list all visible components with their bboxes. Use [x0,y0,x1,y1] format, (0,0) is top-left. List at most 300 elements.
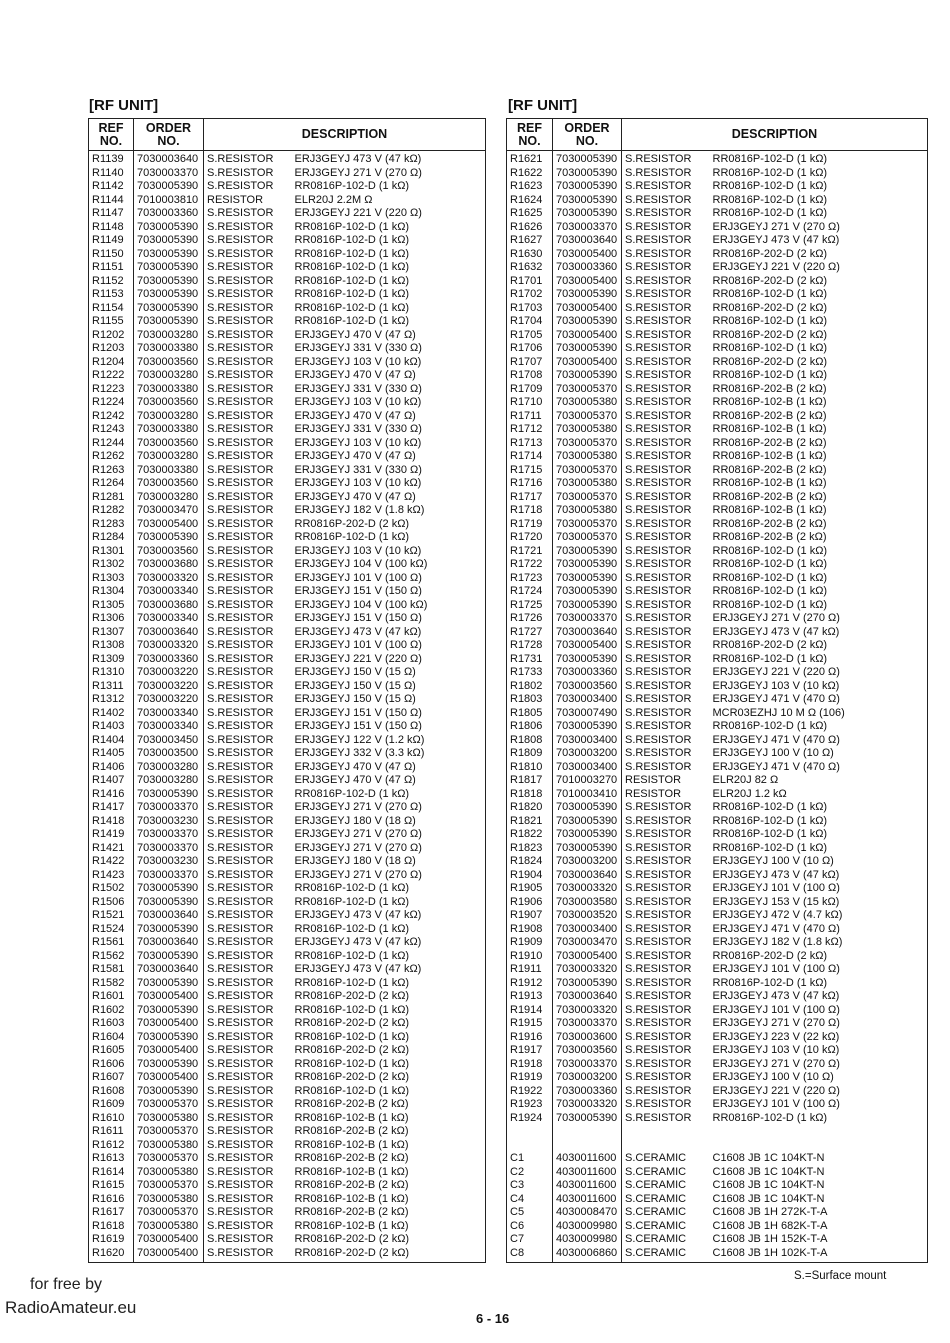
part-spec-cell: RR0816P-102-B (1 kΩ) [711,423,928,437]
part-spec-cell: RR0816P-102-D (1 kΩ) [711,842,928,856]
part-type-cell: S.RESISTOR [204,477,293,491]
order-no-cell: 7030003400 [553,761,622,775]
part-spec-cell: RR0816P-102-D (1 kΩ) [711,288,928,302]
table-row [507,788,928,802]
part-type-cell: S.RESISTOR [204,761,293,775]
order-no-cell [553,1139,622,1153]
part-type-cell: S.RESISTOR [204,842,293,856]
part-spec-cell: ERJ3GEYJ 471 V (470 Ω) [711,761,928,775]
order-no-cell: 7030003450 [134,734,204,748]
ref-no-cell: R1302 [89,558,134,572]
table-row [507,261,928,275]
part-spec-cell: RR0816P-102-D (1 kΩ) [711,1112,928,1126]
part-spec-cell: ERJ3GEYJ 473 V (47 kΩ) [293,936,486,950]
order-no-cell: 7030003380 [134,464,204,478]
ref-no-cell: R1914 [507,1004,553,1018]
part-type-cell: S.RESISTOR [204,531,293,545]
part-type-cell: S.RESISTOR [622,450,711,464]
part-spec-cell: RR0816P-102-D (1 kΩ) [293,882,486,896]
part-type-cell: S.RESISTOR [204,1166,293,1180]
order-no-cell: 7030005380 [134,1139,204,1153]
ref-no-cell: R1305 [89,599,134,613]
ref-no-cell: R1153 [89,288,134,302]
order-no-cell: 7030003470 [134,504,204,518]
table-row [507,1166,928,1180]
part-type-cell: S.RESISTOR [622,950,711,964]
order-no-cell: 7030003640 [553,234,622,248]
part-spec-cell: ERJ3GEYJ 472 V (4.7 kΩ) [711,909,928,923]
table-row [507,329,928,343]
table-row [507,194,928,208]
ref-no-cell: R1604 [89,1031,134,1045]
order-no-cell: 4030011600 [553,1152,622,1166]
ref-no-cell: R1561 [89,936,134,950]
order-no-cell: 7030003560 [553,680,622,694]
ref-no-cell: R1417 [89,801,134,815]
table-row [507,585,928,599]
ref-no-cell: R1624 [507,194,553,208]
ref-no-cell: R1805 [507,707,553,721]
table-row [507,612,928,626]
table-row [89,194,486,208]
table-row [507,815,928,829]
part-type-cell: S.RESISTOR [204,356,293,370]
part-spec-cell: ERJ3GEYJ 271 V (270 Ω) [711,612,928,626]
ref-no-cell: R1222 [89,369,134,383]
table-row [507,639,928,653]
order-no-cell: 7010003270 [553,774,622,788]
part-type-cell: S.RESISTOR [622,1031,711,1045]
part-type-cell: S.RESISTOR [622,707,711,721]
table-row [89,855,486,869]
ref-no-cell: R1714 [507,450,553,464]
part-type-cell: S.RESISTOR [622,639,711,653]
part-type-cell: S.RESISTOR [204,410,293,424]
part-spec-cell: ERJ3GEYJ 332 V (3.3 kΩ) [293,747,486,761]
part-type-cell: S.RESISTOR [204,1139,293,1153]
table-row [89,720,486,734]
table-row [89,1206,486,1220]
table-row [89,383,486,397]
ref-no-cell: R1152 [89,275,134,289]
left-panel-title: [RF UNIT] [89,97,159,114]
part-spec-cell: RR0816P-102-D (1 kΩ) [293,261,486,275]
ref-no-cell: R1722 [507,558,553,572]
ref-no-cell: R1630 [507,248,553,262]
table-row [89,1179,486,1193]
order-no-cell: 7030003320 [553,963,622,977]
table-row [89,369,486,383]
part-type-cell: S.RESISTOR [204,680,293,694]
ref-no-cell: R1725 [507,599,553,613]
table-row [507,1004,928,1018]
ref-no-cell: R1707 [507,356,553,370]
order-no-cell: 7030005370 [134,1179,204,1193]
order-no-cell: 7030005390 [134,788,204,802]
order-no-cell: 7030005370 [553,518,622,532]
ref-no-cell [507,1139,553,1153]
table-row [89,842,486,856]
table-row [507,221,928,235]
order-no-cell: 7030005370 [553,531,622,545]
part-type-cell: S.RESISTOR [204,423,293,437]
part-type-cell: S.RESISTOR [622,572,711,586]
ref-no-cell: R1910 [507,950,553,964]
table-row [89,936,486,950]
part-spec-cell: RR0816P-102-D (1 kΩ) [711,815,928,829]
ref-no-cell: R1615 [89,1179,134,1193]
table-row [507,882,928,896]
table-row [89,1085,486,1099]
order-no-cell: 7030005390 [134,1031,204,1045]
part-spec-cell: ERJ3GEYJ 473 V (47 kΩ) [711,626,928,640]
part-type-cell: S.RESISTOR [204,1125,293,1139]
table-row [507,801,928,815]
part-type-cell: S.RESISTOR [622,261,711,275]
part-type-cell: S.RESISTOR [622,248,711,262]
part-type-cell: S.RESISTOR [622,275,711,289]
ref-no-cell: R1721 [507,545,553,559]
table-row [507,909,928,923]
ref-no-cell: R1602 [89,1004,134,1018]
table-row [507,437,928,451]
order-no-cell: 7030003360 [553,261,622,275]
part-spec-cell: ERJ3GEYJ 103 V (10 kΩ) [293,356,486,370]
part-spec-cell: ERJ3GEYJ 103 V (10 kΩ) [293,477,486,491]
part-spec-cell: ERJ3GEYJ 271 V (270 Ω) [711,221,928,235]
order-no-cell: 7030003370 [553,612,622,626]
order-no-cell: 7030005390 [134,1004,204,1018]
part-type-cell: S.RESISTOR [204,1098,293,1112]
table-row [507,680,928,694]
part-type-cell: S.RESISTOR [622,626,711,640]
table-row [89,221,486,235]
table-row [89,315,486,329]
table-row [89,288,486,302]
order-no-cell: 7010003810 [134,194,204,208]
part-type-cell: S.RESISTOR [622,545,711,559]
part-spec-cell: ELR20J 2.2M Ω [293,194,486,208]
order-no-cell: 7030005380 [553,477,622,491]
order-no-cell: 7030005380 [553,396,622,410]
table-row [507,977,928,991]
table-row [507,518,928,532]
part-spec-cell: RR0816P-102-D (1 kΩ) [293,1085,486,1099]
part-spec-cell: ERJ3GEYJ 122 V (1.2 kΩ) [293,734,486,748]
ref-no-cell: R1204 [89,356,134,370]
ref-no-cell: R1618 [89,1220,134,1234]
ref-no-cell: R1701 [507,275,553,289]
ref-no-cell: R1702 [507,288,553,302]
part-type-cell: S.RESISTOR [622,1017,711,1031]
part-spec-cell: RR0816P-102-D (1 kΩ) [711,599,928,613]
part-type-cell: S.RESISTOR [204,1058,293,1072]
table-row [507,167,928,181]
table-row [89,788,486,802]
part-spec-cell: ERJ3GEYJ 101 V (100 Ω) [711,963,928,977]
order-no-cell: 7030005390 [553,558,622,572]
table-row [89,261,486,275]
table-row [89,504,486,518]
part-type-cell: S.RESISTOR [204,1247,293,1263]
ref-no-cell: R1582 [89,977,134,991]
part-spec-cell: ERJ3GEYJ 100 V (10 Ω) [711,1071,928,1085]
ref-no-cell: R1224 [89,396,134,410]
part-type-cell: S.RESISTOR [204,1220,293,1234]
part-type-cell: S.RESISTOR [204,977,293,991]
ref-no-cell: R1421 [89,842,134,856]
ref-no-cell: R1283 [89,518,134,532]
part-spec-cell: ERJ3GEYJ 271 V (270 Ω) [711,1017,928,1031]
order-no-cell: 7030003370 [134,869,204,883]
ref-no-cell: R1912 [507,977,553,991]
table-row [89,423,486,437]
order-no-cell: 7030005370 [553,491,622,505]
header-description: DESCRIPTION [622,119,928,151]
table-row [89,1058,486,1072]
order-no-cell: 7030005390 [553,977,622,991]
ref-no-cell: R1142 [89,180,134,194]
table-row [89,869,486,883]
ref-no-cell: R1820 [507,801,553,815]
ref-no-cell: R1281 [89,491,134,505]
table-row [89,558,486,572]
table-row [507,936,928,950]
table-row [89,693,486,707]
table-row [507,1247,928,1263]
ref-no-cell: R1625 [507,207,553,221]
ref-no-cell: C2 [507,1166,553,1180]
order-no-cell: 7030003560 [553,1044,622,1058]
order-no-cell: 7030003280 [134,491,204,505]
ref-no-cell: R1306 [89,612,134,626]
table-row [507,950,928,964]
part-spec-cell: ELR20J 1.2 kΩ [711,788,928,802]
ref-no-cell: R1619 [89,1233,134,1247]
order-no-cell: 7030005390 [553,801,622,815]
part-spec-cell: ERJ3GEYJ 221 V (220 Ω) [293,207,486,221]
part-spec-cell: ERJ3GEYJ 271 V (270 Ω) [293,167,486,181]
part-type-cell: S.RESISTOR [622,558,711,572]
part-type-cell: S.RESISTOR [622,666,711,680]
table-row [89,167,486,181]
order-no-cell: 7030005390 [553,815,622,829]
ref-no-cell: R1918 [507,1058,553,1072]
part-type-cell: S.RESISTOR [622,369,711,383]
ref-no-cell: R1632 [507,261,553,275]
table-row [507,1193,928,1207]
ref-no-cell: R1144 [89,194,134,208]
part-type-cell: S.RESISTOR [622,828,711,842]
part-type-cell: S.CERAMIC [622,1193,711,1207]
ref-no-cell: R1728 [507,639,553,653]
part-type-cell: S.RESISTOR [622,180,711,194]
part-spec-cell: RR0816P-102-D (1 kΩ) [293,531,486,545]
part-spec-cell: RR0816P-102-B (1 kΩ) [711,477,928,491]
order-no-cell: 7030005380 [553,450,622,464]
ref-no-cell: R1620 [89,1247,134,1263]
order-no-cell: 7030003340 [134,707,204,721]
ref-no-cell: R1713 [507,437,553,451]
order-no-cell: 7030005390 [134,302,204,316]
part-type-cell: S.RESISTOR [204,1233,293,1247]
part-type-cell: S.RESISTOR [204,558,293,572]
table-row [89,639,486,653]
ref-no-cell: R1710 [507,396,553,410]
ref-no-cell: R1609 [89,1098,134,1112]
table-row [89,356,486,370]
table-row [507,720,928,734]
ref-no-cell: R1304 [89,585,134,599]
table-row [507,963,928,977]
part-type-cell: S.RESISTOR [622,504,711,518]
order-no-cell: 7030005390 [553,828,622,842]
table-row [507,761,928,775]
order-no-cell: 7030003520 [553,909,622,923]
ref-no-cell: R1717 [507,491,553,505]
order-no-cell: 7030003640 [553,990,622,1004]
part-spec-cell: RR0816P-202-D (2 kΩ) [293,1017,486,1031]
part-type-cell: S.RESISTOR [204,1071,293,1085]
part-type-cell: S.RESISTOR [204,491,293,505]
part-spec-cell: C1608 JB 1H 272K-T-A [711,1206,928,1220]
part-type-cell: S.RESISTOR [204,1193,293,1207]
part-spec-cell: ERJ3GEYJ 104 V (100 kΩ) [293,599,486,613]
part-type-cell: S.RESISTOR [204,774,293,788]
watermark-line-1: for free by [30,1276,103,1293]
part-spec-cell: ERJ3GEYJ 101 V (100 Ω) [711,1098,928,1112]
ref-no-cell: R1616 [89,1193,134,1207]
table-row [507,180,928,194]
table-row [507,1112,928,1126]
part-type-cell: S.RESISTOR [622,1058,711,1072]
ref-no-cell: R1612 [89,1139,134,1153]
part-spec-cell: ERJ3GEYJ 151 V (150 Ω) [293,585,486,599]
ref-no-cell: R1203 [89,342,134,356]
order-no-cell: 7030003370 [134,842,204,856]
part-spec-cell: RR0816P-102-D (1 kΩ) [711,180,928,194]
part-spec-cell: RR0816P-102-D (1 kΩ) [711,315,928,329]
order-no-cell: 7030003370 [134,828,204,842]
part-spec-cell: ERJ3GEYJ 151 V (150 Ω) [293,720,486,734]
ref-no-cell: R1821 [507,815,553,829]
part-spec-cell: RR0816P-102-B (1 kΩ) [711,396,928,410]
part-spec-cell: RR0816P-102-D (1 kΩ) [293,302,486,316]
ref-no-cell: R1803 [507,693,553,707]
ref-no-cell: R1916 [507,1031,553,1045]
part-type-cell: S.RESISTOR [204,572,293,586]
order-no-cell: 7030005390 [134,1085,204,1099]
part-spec-cell: ERJ3GEYJ 331 V (330 Ω) [293,464,486,478]
part-type-cell: S.RESISTOR [204,963,293,977]
table-row [89,774,486,788]
table-row [89,180,486,194]
part-type-cell: S.CERAMIC [622,1206,711,1220]
part-type-cell: S.RESISTOR [622,207,711,221]
table-row [507,828,928,842]
order-no-cell: 7030003320 [553,1004,622,1018]
part-type-cell: S.RESISTOR [204,1017,293,1031]
part-type-cell: S.RESISTOR [622,464,711,478]
part-type-cell: S.RESISTOR [622,437,711,451]
part-type-cell: S.RESISTOR [622,801,711,815]
part-spec-cell: ERJ3GEYJ 470 V (47 Ω) [293,774,486,788]
part-spec-cell: ERJ3GEYJ 473 V (47 kΩ) [711,990,928,1004]
table-row [507,477,928,491]
part-spec-cell: RR0816P-102-D (1 kΩ) [711,585,928,599]
ref-no-cell: R1818 [507,788,553,802]
part-spec-cell: RR0816P-102-D (1 kΩ) [293,788,486,802]
table-row [89,518,486,532]
order-no-cell: 7030005380 [134,1166,204,1180]
ref-no-cell: R1712 [507,423,553,437]
ref-no-cell [507,1125,553,1139]
order-no-cell: 7030003560 [134,477,204,491]
ref-no-cell: R1611 [89,1125,134,1139]
part-type-cell: S.RESISTOR [204,734,293,748]
order-no-cell: 7030005390 [553,167,622,181]
order-no-cell: 7030005390 [553,369,622,383]
part-spec-cell: ERJ3GEYJ 101 V (100 Ω) [293,572,486,586]
table-row [89,207,486,221]
table-row [507,734,928,748]
part-spec-cell: C1608 JB 1H 682K-T-A [711,1220,928,1234]
table-row [89,1247,486,1263]
ref-no-cell: R1626 [507,221,553,235]
table-row [89,653,486,667]
part-spec-cell: ERJ3GEYJ 473 V (47 kΩ) [711,234,928,248]
table-row [89,950,486,964]
table-row [507,396,928,410]
part-spec-cell: RR0816P-102-B (1 kΩ) [293,1139,486,1153]
table-row [89,599,486,613]
ref-no-cell: R1202 [89,329,134,343]
order-no-cell: 7030003280 [134,369,204,383]
part-spec-cell: ERJ3GEYJ 103 V (10 kΩ) [711,1044,928,1058]
part-spec-cell: RR0816P-202-D (2 kΩ) [293,518,486,532]
order-no-cell: 7030005390 [134,950,204,964]
part-spec-cell: ERJ3GEYJ 150 V (15 Ω) [293,693,486,707]
part-type-cell: S.RESISTOR [204,180,293,194]
order-no-cell: 7030003320 [134,639,204,653]
part-spec-cell: RR0816P-102-B (1 kΩ) [293,1166,486,1180]
part-type-cell: S.RESISTOR [204,302,293,316]
part-type-cell: S.RESISTOR [204,464,293,478]
ref-no-cell: R1823 [507,842,553,856]
ref-no-cell: R1810 [507,761,553,775]
part-spec-cell: RR0816P-202-D (2 kΩ) [711,302,928,316]
table-row [507,707,928,721]
order-no-cell: 7030005390 [553,842,622,856]
ref-no-cell: R1904 [507,869,553,883]
part-spec-cell: ERJ3GEYJ 221 V (220 Ω) [711,261,928,275]
part-type-cell: S.RESISTOR [622,869,711,883]
part-spec-cell: C1608 JB 1H 102K-T-A [711,1247,928,1263]
table-row [507,1098,928,1112]
ref-no-cell: R1151 [89,261,134,275]
order-no-cell: 7030005390 [134,221,204,235]
part-spec-cell: RR0816P-102-D (1 kΩ) [711,151,928,167]
part-spec-cell: RR0816P-202-B (2 kΩ) [293,1179,486,1193]
part-spec-cell: RR0816P-102-D (1 kΩ) [293,248,486,262]
part-spec-cell: RR0816P-202-D (2 kΩ) [711,950,928,964]
part-spec-cell: RR0816P-102-D (1 kΩ) [711,720,928,734]
table-row [89,1098,486,1112]
part-type-cell: S.RESISTOR [204,626,293,640]
watermark-line-2: RadioAmateur.eu [5,1298,137,1317]
part-type-cell: S.RESISTOR [622,531,711,545]
order-no-cell: 7030005370 [553,383,622,397]
